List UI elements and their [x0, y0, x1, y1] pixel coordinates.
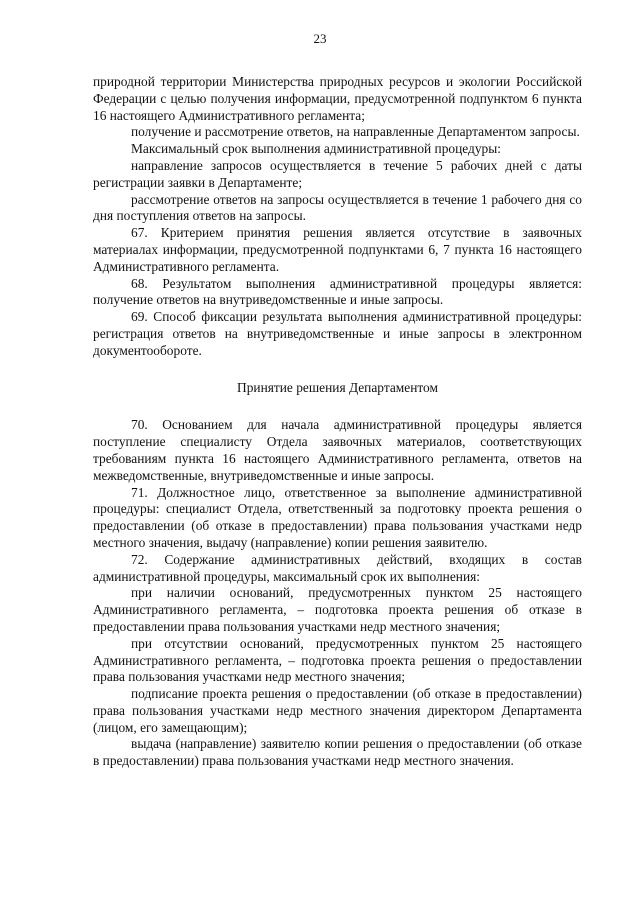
page-number: 23 — [313, 31, 327, 46]
paragraph: получение и рассмотрение ответов, на направленные Департаментом запросы. — [131, 124, 580, 140]
document-body — [93, 74, 582, 770]
paragraph-item-71: 71. Должностное лицо, ответственное за выполнение административной процедуры: специалист Отдела, ответственный за подготовку проекта решения о предоставлении (об отказе в предоставлении) права пользования участками недр местного значения, выдачу (направление) копии решения заявителю. — [93, 484, 582, 550]
paragraph: Максимальный срок выполнения административной процедуры: — [131, 141, 501, 157]
paragraph: подписание проекта решения о предоставлении (об отказе в предоставлении) права пользования участками недр местного значения директором Департамента (лицом, его замещающим); — [93, 686, 582, 735]
paragraph-item-67: 67. Критерием принятия решения является отсутствие в заявочных материалах информации, предусмотренной подпунктами 6, 7 пункта 16 настоящего Административного регламента. — [93, 225, 582, 274]
paragraph-item-72: 72. Содержание административных действий, входящих в состав административной процедуры, максимальный срок их выполнения: — [93, 551, 582, 584]
section-heading: Принятие решения Департаментом — [237, 379, 438, 395]
paragraph-item-70: 70. Основанием для начала административной процедуры является поступление специалисту Отдела заявочных материалов, соответствующих требованиям пункта 16 настоящего Административного регламента, ответов на межведомственные, внутриведомственные и иные запросы. — [93, 417, 582, 483]
paragraph: выдача (направление) заявителю копии решения о предоставлении (об отказе в предоставлении) права пользования участками недр местного значения. — [93, 736, 582, 769]
paragraph-item-68: 68. Результатом выполнения административной процедуры является: получение ответов на внутриведомственные и иные запросы. — [93, 275, 582, 308]
paragraph: рассмотрение ответов на запросы осуществляется в течение 1 рабочего дня со дня поступления ответов на запросы. — [93, 191, 582, 224]
paragraph-item-69: 69. Способ фиксации результата выполнения административной процедуры: регистрация ответов на внутриведомственные и иные запросы в электронном документообороте. — [93, 309, 582, 358]
paragraph: при отсутствии оснований, предусмотренных пунктом 25 настоящего Административного регламента, – подготовка проекта решения о предоставлении права пользования участками недр местного значения; — [93, 635, 582, 685]
paragraph: при наличии оснований, предусмотренных пунктом 25 настоящего Административного регламента, – подготовка проекта решения об отказе в предоставлении права пользования участками недр местного значения; — [93, 585, 582, 634]
paragraph: направление запросов осуществляется в течение 5 рабочих дней с даты регистрации заявки в Департаменте; — [93, 157, 582, 190]
paragraph: природной территории Министерства природных ресурсов и экологии Российской Федерации с целью получения информации, предусмотренной подпунктом 6 пункта 16 настоящего Административного регламента; — [93, 74, 582, 123]
